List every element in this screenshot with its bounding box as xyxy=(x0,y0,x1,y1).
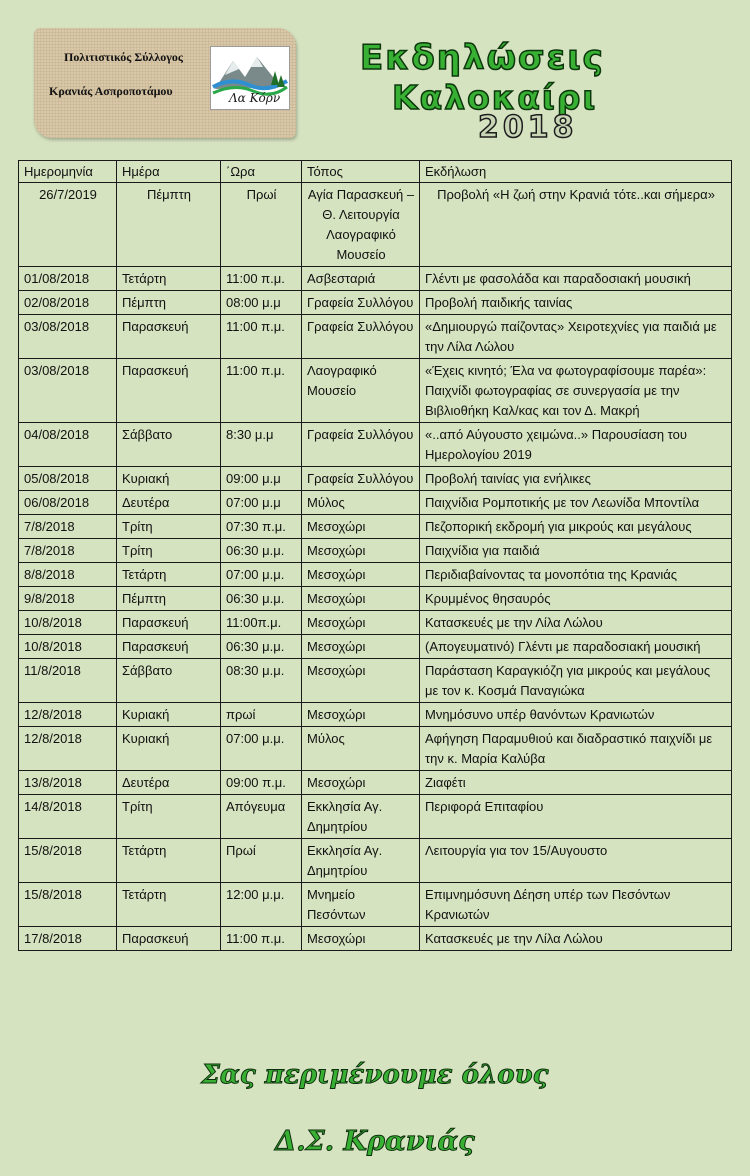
cell-place: Μεσοχώρι xyxy=(302,539,420,563)
table-row xyxy=(19,611,732,635)
cell-event: Μνημόσυνο υπέρ θανόντων Κρανιωτών xyxy=(420,703,732,727)
cell-event: Προβολή «Η ζωή στην Κρανιά τότε..και σήμερα» xyxy=(420,183,732,267)
cell-day: Κυριακή xyxy=(117,727,221,771)
cell-day: Σάββατο xyxy=(117,659,221,703)
cell-event: Παιχνίδια Ρομποτικής με τον Λεωνίδα Μποντίλα xyxy=(420,491,732,515)
cell-place: Μνημείο Πεσόντων xyxy=(302,883,420,927)
cell-day: Παρασκευή xyxy=(117,359,221,423)
cell-day: Τετάρτη xyxy=(117,267,221,291)
cell-time: 08:00 μ.μ xyxy=(221,291,302,315)
cell-place: Γραφεία Συλλόγου xyxy=(302,291,420,315)
cell-day: Πέμπτη xyxy=(117,183,221,267)
cell-event: Αφήγηση Παραμυθιού και διαδραστικό παιχνίδι με την κ. Μαρία Καλύβα xyxy=(420,727,732,771)
cell-day: Τρίτη xyxy=(117,539,221,563)
cell-place: Μεσοχώρι xyxy=(302,927,420,951)
cell-event: «Έχεις κινητό; Έλα να φωτογραφίσουμε παρέα»: Παιχνίδι φωτογραφίας σε συνεργασία με την Βιβλιοθήκη Καλ/κας και τον Δ. Μακρή xyxy=(420,359,732,423)
cell-event: Κρυμμένος θησαυρός xyxy=(420,587,732,611)
cell-day: Πέμπτη xyxy=(117,291,221,315)
cell-date: 7/8/2018 xyxy=(19,539,117,563)
cell-time: 06:30 μ.μ. xyxy=(221,587,302,611)
table-row xyxy=(19,927,732,951)
cell-time: 07:00 μ.μ xyxy=(221,491,302,515)
cell-time: Απόγευμα xyxy=(221,795,302,839)
cell-time: 09:00 μ.μ xyxy=(221,467,302,491)
cell-time: πρωί xyxy=(221,703,302,727)
cell-place: Γραφεία Συλλόγου xyxy=(302,467,420,491)
column-header-event: Εκδήλωση xyxy=(420,161,732,183)
logo-text: Λα Κόρν xyxy=(229,91,281,105)
cell-date: 10/8/2018 xyxy=(19,611,117,635)
table-body xyxy=(19,183,732,951)
cell-event: Προβολή παιδικής ταινίας xyxy=(420,291,732,315)
cell-time: 12:00 μ.μ. xyxy=(221,883,302,927)
cell-date: 02/08/2018 xyxy=(19,291,117,315)
cell-place: Ασβεσταριά xyxy=(302,267,420,291)
table-row xyxy=(19,183,732,267)
cell-place: Μύλος xyxy=(302,727,420,771)
cell-date: 11/8/2018 xyxy=(19,659,117,703)
cell-event: «Δημιουργώ παίζοντας» Χειροτεχνίες για παιδιά με την Λίλα Λώλου xyxy=(420,315,732,359)
cell-time: 11:00π.μ. xyxy=(221,611,302,635)
table-row xyxy=(19,795,732,839)
cell-date: 01/08/2018 xyxy=(19,267,117,291)
cell-date: 8/8/2018 xyxy=(19,563,117,587)
cell-day: Παρασκευή xyxy=(117,927,221,951)
table-row xyxy=(19,423,732,467)
cell-time: 06:30 μ.μ. xyxy=(221,539,302,563)
cell-place: Γραφεία Συλλόγου xyxy=(302,315,420,359)
cell-time: 09:00 π.μ. xyxy=(221,771,302,795)
cell-date: 03/08/2018 xyxy=(19,315,117,359)
cell-date: 04/08/2018 xyxy=(19,423,117,467)
cell-place: Εκκλησία Αγ. Δημητρίου xyxy=(302,795,420,839)
cell-time: Πρωί xyxy=(221,183,302,267)
cell-day: Πέμπτη xyxy=(117,587,221,611)
cell-date: 05/08/2018 xyxy=(19,467,117,491)
cell-day: Κυριακή xyxy=(117,467,221,491)
cell-event: Παράσταση Καραγκιόζη για μικρούς και μεγάλους με τον κ. Κοσμά Παναγιώκα xyxy=(420,659,732,703)
cell-day: Σάββατο xyxy=(117,423,221,467)
cell-day: Δευτέρα xyxy=(117,491,221,515)
cell-event: Λειτουργία για τον 15/Αυγουστο xyxy=(420,839,732,883)
cell-date: 15/8/2018 xyxy=(19,883,117,927)
cell-place: Μεσοχώρι xyxy=(302,563,420,587)
table-row xyxy=(19,315,732,359)
table-row xyxy=(19,659,732,703)
cell-day: Τρίτη xyxy=(117,795,221,839)
cell-date: 7/8/2018 xyxy=(19,515,117,539)
table-row xyxy=(19,467,732,491)
title-events: Εκδηλώσεις xyxy=(360,38,605,78)
cell-date: 12/8/2018 xyxy=(19,727,117,771)
cell-place: Μεσοχώρι xyxy=(302,515,420,539)
cell-day: Κυριακή xyxy=(117,703,221,727)
cell-place: Μεσοχώρι xyxy=(302,635,420,659)
title-summer: Καλοκαίρι xyxy=(392,78,598,117)
table-header-row xyxy=(19,161,732,183)
cell-place: Μεσοχώρι xyxy=(302,771,420,795)
cell-event: Ζιαφέτι xyxy=(420,771,732,795)
cell-date: 14/8/2018 xyxy=(19,795,117,839)
cell-time: 08:30 μ.μ. xyxy=(221,659,302,703)
cell-event: «..από Αύγουστο χειμώνα..» Παρουσίαση του Ημερολογίου 2019 xyxy=(420,423,732,467)
cell-time: 11:00 π.μ. xyxy=(221,315,302,359)
cell-time: 07:00 μ.μ. xyxy=(221,727,302,771)
table-row xyxy=(19,563,732,587)
cell-place: Εκκλησία Αγ. Δημητρίου xyxy=(302,839,420,883)
cell-time: 06:30 μ.μ. xyxy=(221,635,302,659)
cell-date: 9/8/2018 xyxy=(19,587,117,611)
cell-time: 11:00 π.μ. xyxy=(221,927,302,951)
cell-date: 10/8/2018 xyxy=(19,635,117,659)
cell-day: Τετάρτη xyxy=(117,839,221,883)
column-header-place: Τόπος xyxy=(302,161,420,183)
table-row xyxy=(19,727,732,771)
cell-date: 06/08/2018 xyxy=(19,491,117,515)
cell-event: (Απογευματινό) Γλέντι με παραδοσιακή μουσική xyxy=(420,635,732,659)
association-name-line1: Πολιτιστικός Σύλλογος xyxy=(64,50,183,64)
cell-place: Γραφεία Συλλόγου xyxy=(302,423,420,467)
cell-date: 03/08/2018 xyxy=(19,359,117,423)
cell-event: Πεζοπορική εκδρομή για μικρούς και μεγάλους xyxy=(420,515,732,539)
cell-event: Κατασκευές με την Λίλα Λώλου xyxy=(420,611,732,635)
column-header-date: Ημερομηνία xyxy=(19,161,117,183)
cell-day: Παρασκευή xyxy=(117,635,221,659)
cell-time: 07:30 π.μ. xyxy=(221,515,302,539)
cell-place: Μεσοχώρι xyxy=(302,587,420,611)
cell-date: 12/8/2018 xyxy=(19,703,117,727)
title-year: 2018 xyxy=(478,110,578,145)
association-badge xyxy=(34,28,296,138)
table-row xyxy=(19,839,732,883)
table-row xyxy=(19,491,732,515)
association-logo xyxy=(210,46,290,110)
column-header-time: ΄Ωρα xyxy=(221,161,302,183)
association-name-line2: Κρανιάς Ασπροποτάμου xyxy=(49,84,173,98)
cell-time: 07:00 μ.μ. xyxy=(221,563,302,587)
cell-day: Παρασκευή xyxy=(117,611,221,635)
cell-place: Μεσοχώρι xyxy=(302,611,420,635)
cell-place: Μύλος xyxy=(302,491,420,515)
cell-date: 15/8/2018 xyxy=(19,839,117,883)
cell-event: Επιμνημόσυνη Δέηση υπέρ των Πεσόντων Κρανιωτών xyxy=(420,883,732,927)
column-header-day: Ημέρα xyxy=(117,161,221,183)
table-row xyxy=(19,635,732,659)
cell-date: 26/7/2019 xyxy=(19,183,117,267)
cell-event: Προβολή ταινίας για ενήλικες xyxy=(420,467,732,491)
cell-event: Περιδιαβαίνοντας τα μονοπότια της Κρανιάς xyxy=(420,563,732,587)
table-row xyxy=(19,267,732,291)
events-table xyxy=(18,160,732,951)
cell-day: Δευτέρα xyxy=(117,771,221,795)
table-row xyxy=(19,359,732,423)
table-row xyxy=(19,771,732,795)
cell-date: 13/8/2018 xyxy=(19,771,117,795)
cell-event: Γλέντι με φασολάδα και παραδοσιακή μουσική xyxy=(420,267,732,291)
cell-day: Τρίτη xyxy=(117,515,221,539)
cell-time: 11:00 π.μ. xyxy=(221,359,302,423)
cell-place: Αγία Παρασκευή – Θ. Λειτουργία Λαογραφικό Μουσείο xyxy=(302,183,420,267)
table-row xyxy=(19,703,732,727)
cell-time: Πρωί xyxy=(221,839,302,883)
table-row xyxy=(19,515,732,539)
cell-event: Παιχνίδια για παιδιά xyxy=(420,539,732,563)
cell-time: 11:00 π.μ. xyxy=(221,267,302,291)
cell-day: Τετάρτη xyxy=(117,883,221,927)
cell-place: Λαογραφικό Μουσείο xyxy=(302,359,420,423)
table-row xyxy=(19,883,732,927)
cell-date: 17/8/2018 xyxy=(19,927,117,951)
cell-day: Παρασκευή xyxy=(117,315,221,359)
cell-time: 8:30 μ.μ xyxy=(221,423,302,467)
closing-message: Σας περιμένουμε όλους xyxy=(201,1060,549,1090)
cell-day: Τετάρτη xyxy=(117,563,221,587)
table-row xyxy=(19,587,732,611)
cell-place: Μεσοχώρι xyxy=(302,703,420,727)
table-row xyxy=(19,539,732,563)
cell-event: Περιφορά Επιταφίου xyxy=(420,795,732,839)
table-row xyxy=(19,291,732,315)
cell-event: Κατασκευές με την Λίλα Λώλου xyxy=(420,927,732,951)
cell-place: Μεσοχώρι xyxy=(302,659,420,703)
board-signature: Δ.Σ. Κρανιάς xyxy=(275,1126,475,1157)
